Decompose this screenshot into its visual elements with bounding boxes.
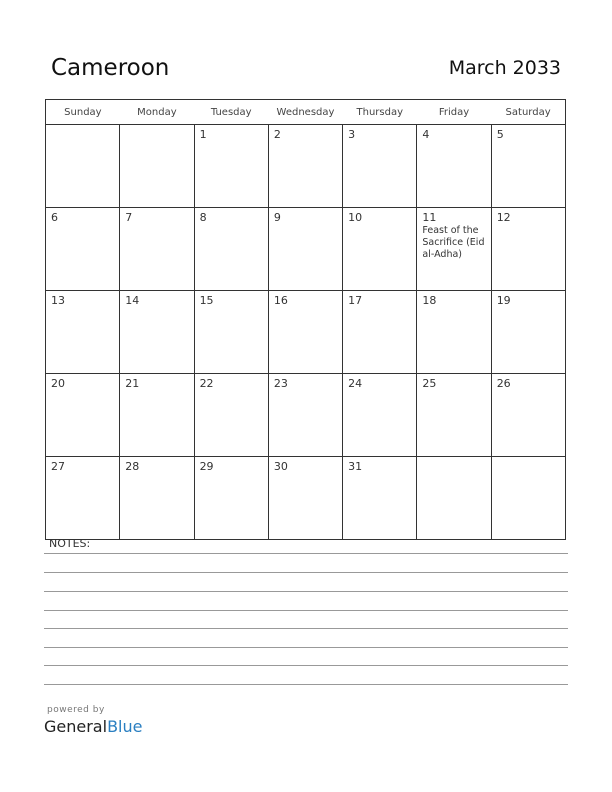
- powered-by-text: powered by: [47, 705, 105, 715]
- day-cell: [46, 291, 120, 374]
- generalblue-logo: [44, 717, 142, 736]
- day-number: 29: [199, 460, 214, 473]
- day-cell: [417, 291, 491, 374]
- month-year-title: March 2033: [448, 57, 561, 79]
- note-line: [44, 684, 568, 685]
- day-number: 30: [273, 460, 288, 473]
- day-cell: [491, 374, 565, 457]
- weekday-friday: Friday: [417, 100, 491, 125]
- note-line: [44, 647, 568, 648]
- day-cell: [417, 457, 491, 540]
- day-number: 7: [125, 211, 133, 224]
- day-number: 4: [422, 128, 430, 141]
- day-number: 19: [496, 294, 511, 307]
- day-number: 15: [199, 294, 214, 307]
- day-number: 8: [199, 211, 207, 224]
- day-number: 5: [496, 128, 504, 141]
- day-cell: [120, 291, 194, 374]
- day-number: 18: [422, 294, 437, 307]
- weekday-tuesday: Tuesday: [194, 100, 268, 125]
- day-number: 1: [199, 128, 207, 141]
- day-cell: [120, 457, 194, 540]
- day-cell: [417, 208, 491, 291]
- day-cell: [268, 125, 342, 208]
- day-cell: [194, 374, 268, 457]
- day-cell: [491, 457, 565, 540]
- day-number: 28: [125, 460, 140, 473]
- day-number: 20: [51, 377, 65, 390]
- day-cell: [491, 291, 565, 374]
- day-number: 6: [51, 211, 58, 224]
- day-number: 17: [348, 294, 363, 307]
- day-number: 2: [273, 128, 281, 141]
- weekday-sunday: Sunday: [46, 100, 120, 125]
- week-row: [46, 457, 566, 540]
- note-line: [44, 591, 568, 592]
- day-number: 24: [348, 377, 363, 390]
- weekday-header-row: [46, 100, 566, 125]
- day-cell: [194, 125, 268, 208]
- day-cell: [46, 374, 120, 457]
- day-cell: [343, 291, 417, 374]
- note-line: [44, 628, 568, 629]
- weekday-saturday: Saturday: [491, 100, 565, 125]
- day-cell: [268, 457, 342, 540]
- note-line: [44, 572, 568, 573]
- day-cell: [46, 125, 120, 208]
- day-number: 11: [422, 211, 437, 224]
- brand-blue: Blue: [107, 717, 143, 736]
- day-cell: [417, 374, 491, 457]
- holiday-event: Feast of the Sacrifice (Eid al-Adha): [422, 225, 485, 260]
- day-number: 26: [496, 377, 511, 390]
- day-cell: [417, 125, 491, 208]
- day-cell: [343, 457, 417, 540]
- day-number: 14: [125, 294, 140, 307]
- day-number: 22: [199, 377, 214, 390]
- day-number: 27: [51, 460, 65, 473]
- day-cell: [268, 208, 342, 291]
- weekday-monday: Monday: [120, 100, 194, 125]
- weekday-wednesday: Wednesday: [268, 100, 342, 125]
- week-row: [46, 291, 566, 374]
- day-cell: [194, 208, 268, 291]
- day-cell: [491, 208, 565, 291]
- day-number: 13: [51, 294, 65, 307]
- day-cell: [120, 125, 194, 208]
- week-row: [46, 374, 566, 457]
- day-cell: [343, 208, 417, 291]
- day-cell: [268, 374, 342, 457]
- day-cell: [194, 291, 268, 374]
- day-cell: [343, 374, 417, 457]
- day-number: 25: [422, 377, 437, 390]
- notes-label: NOTES:: [49, 537, 91, 550]
- day-cell: [491, 125, 565, 208]
- day-number: 9: [273, 211, 281, 224]
- day-number: 12: [496, 211, 511, 224]
- day-cell: [120, 374, 194, 457]
- calendar-body: [46, 125, 566, 540]
- day-number: 21: [125, 377, 140, 390]
- day-cell: [268, 291, 342, 374]
- day-number: 23: [273, 377, 288, 390]
- day-number: 3: [348, 128, 356, 141]
- day-number: 16: [273, 294, 288, 307]
- week-row: [46, 208, 566, 291]
- day-number: 31: [348, 460, 363, 473]
- day-cell: [46, 208, 120, 291]
- day-number: 10: [348, 211, 363, 224]
- day-cell: [343, 125, 417, 208]
- weekday-thursday: Thursday: [343, 100, 417, 125]
- note-line: [44, 665, 568, 666]
- week-row: [46, 125, 566, 208]
- day-cell: [120, 208, 194, 291]
- note-line: [44, 610, 568, 611]
- country-title: Cameroon: [51, 55, 170, 81]
- calendar-grid: [45, 99, 566, 540]
- note-line: [44, 553, 568, 554]
- day-cell: [46, 457, 120, 540]
- day-cell: [194, 457, 268, 540]
- brand-general: General: [44, 717, 108, 736]
